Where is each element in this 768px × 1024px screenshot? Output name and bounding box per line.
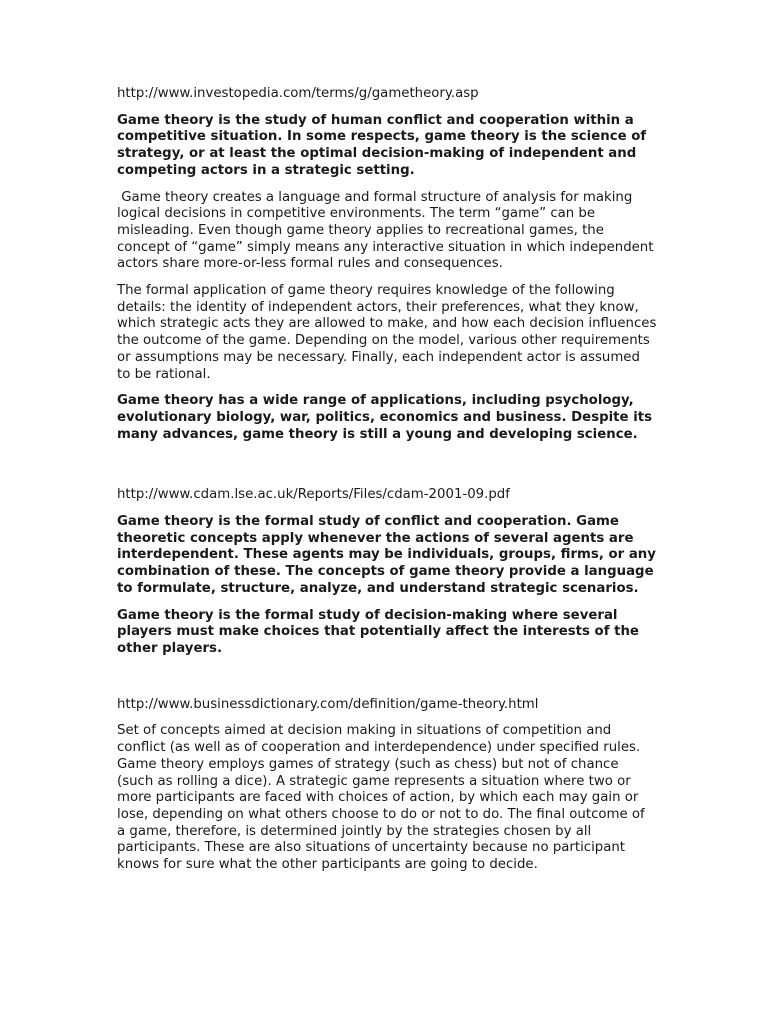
paragraph-bold: Game theory is the formal study of conflict and cooperation. Game theoretic concepts apply whenever the actions of several agents are interdependent. These agents may be individuals, groups, firms, or any combination of these. The concepts of game theory provide a language to formulate, structure, analyze, and understand strategic scenarios. bbox=[117, 514, 656, 596]
paragraph-bold: Game theory has a wide range of applications, including psychology, evolutionary biology, war, politics, economics and business. Despite its many advances, game theory is still a young and developing science. bbox=[117, 393, 653, 442]
paragraph-bold: Game theory is the formal study of decision-making where several players must make choices that potentially affect the interests of the other players. bbox=[117, 607, 639, 656]
document-page bbox=[117, 86, 657, 884]
section-investopedia bbox=[117, 86, 657, 443]
section-businessdictionary bbox=[117, 697, 657, 874]
paragraph: Set of concepts aimed at decision making in situations of competition and conflict (as well as of cooperation and interdependence) under specified rules. Game theory employs games of strategy (such as chess) but not of chance (such as rolling a dice). A strategic game represents a situation where two or more participants are faced with choices of action, by which each may gain or lose, depending on what others choose to do or not to do. The final outcome of a game, therefore, is determined jointly by the strategies chosen by all participants. These are also situations of uncertainty because no participant knows for sure what the other participants are going to decide. bbox=[117, 723, 645, 873]
section-spacer bbox=[117, 668, 657, 697]
section-cdam bbox=[117, 487, 657, 657]
source-url: http://www.businessdictionary.com/definition/game-theory.html bbox=[117, 696, 539, 712]
paragraph: The formal application of game theory requires knowledge of the following details: the identity of independent actors, their preferences, what they know, which strategic acts they are allowed to make, and how each decision influences the outcome of the game. Depending on the model, various other requirements or assumptions may be necessary. Finally, each independent actor is assumed to be rational. bbox=[117, 283, 657, 382]
source-url: http://www.cdam.lse.ac.uk/Reports/Files/cdam-2001-09.pdf bbox=[117, 487, 510, 503]
paragraph-bold: Game theory is the study of human conflict and cooperation within a competitive situation. In some respects, game theory is the science of strategy, or at least the optimal decision-making of independent and competing actors in a strategic setting. bbox=[117, 112, 647, 178]
source-url: http://www.investopedia.com/terms/g/gametheory.asp bbox=[117, 86, 479, 101]
section-spacer bbox=[117, 453, 657, 487]
paragraph: Game theory creates a language and formal structure of analysis for making logical decisions in competitive environments. The term “game” can be misleading. Even though game theory applies to recreational games, the concept of “game” simply means any interactive situation in which independent actors share more-or-less formal rules and consequences. bbox=[117, 189, 658, 272]
